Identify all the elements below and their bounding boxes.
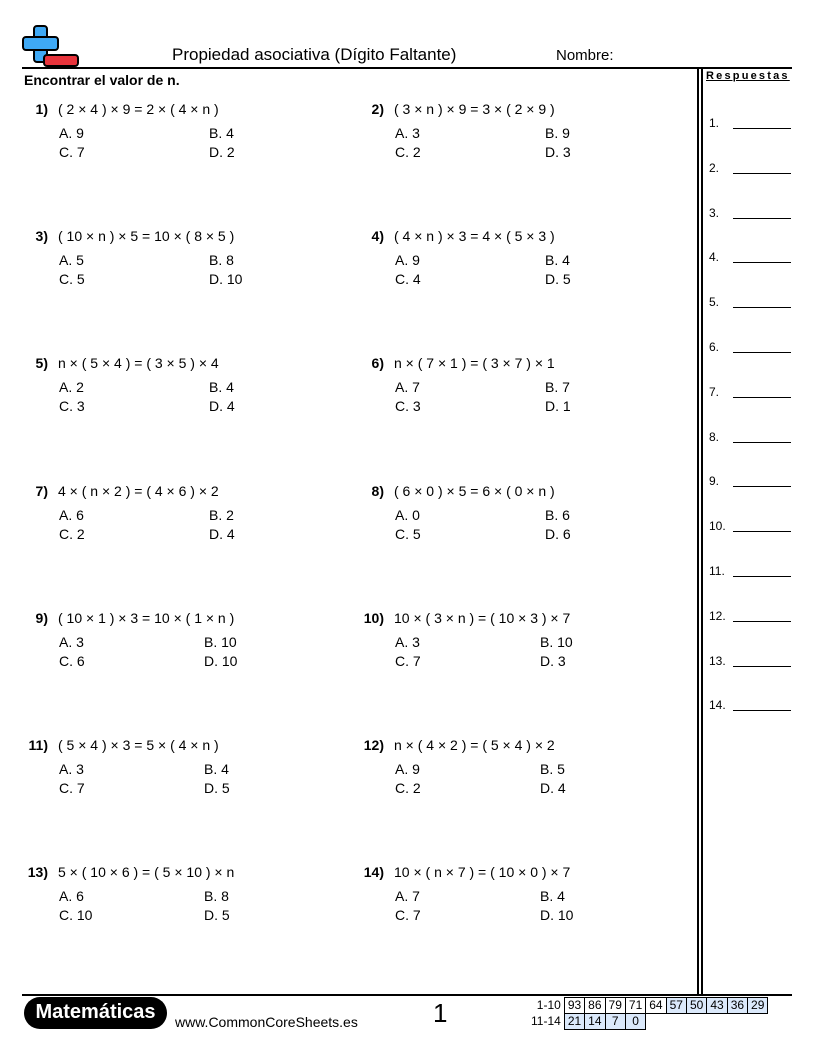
answer-blank[interactable] <box>733 128 791 129</box>
problem <box>358 228 678 288</box>
problem-number: 10) <box>363 610 384 626</box>
answer-label: 7. <box>709 384 720 399</box>
plus-minus-logo <box>22 24 80 68</box>
answer-label: 12. <box>709 608 726 623</box>
score-cell: 93 <box>564 998 584 1014</box>
answer-choice[interactable]: B. 4 <box>209 125 234 141</box>
answer-choice[interactable]: B. 7 <box>545 379 570 395</box>
answer-blank[interactable] <box>733 531 791 532</box>
answer-choice[interactable]: C. 5 <box>395 526 421 542</box>
problem <box>22 737 342 797</box>
problem-equation: ( 10 × n ) × 5 = 10 × ( 8 × 5 ) <box>58 228 235 244</box>
answer-blank[interactable] <box>733 442 791 443</box>
problem-equation: n × ( 5 × 4 ) = ( 3 × 5 ) × 4 <box>58 355 219 371</box>
problem <box>358 483 678 543</box>
answer-choice[interactable]: D. 3 <box>545 144 571 160</box>
problem-number: 13) <box>27 864 48 880</box>
score-cell: 36 <box>727 998 747 1014</box>
answer-choice[interactable]: C. 2 <box>395 780 421 796</box>
answer-choice[interactable]: A. 3 <box>395 125 420 141</box>
score-table <box>528 997 768 1030</box>
problem <box>22 483 342 543</box>
answer-label: 8. <box>709 429 720 444</box>
score-cell: 71 <box>625 998 645 1014</box>
answer-line <box>709 430 719 444</box>
answer-blank[interactable] <box>733 218 791 219</box>
problem-number: 3) <box>35 228 48 244</box>
answer-choice[interactable]: A. 0 <box>395 507 420 523</box>
score-cell: 21 <box>564 1014 584 1030</box>
answer-choice[interactable]: D. 4 <box>209 526 235 542</box>
answer-choice[interactable]: B. 9 <box>545 125 570 141</box>
answer-choice[interactable]: B. 8 <box>209 252 234 268</box>
score-cell: 57 <box>666 998 686 1014</box>
brand-name: Matemáticas <box>35 1001 156 1023</box>
answer-choice[interactable]: A. 6 <box>59 888 84 904</box>
footer-url: www.CommonCoreSheets.es <box>175 1014 358 1030</box>
answer-choice[interactable]: C. 2 <box>59 526 85 542</box>
answer-choice[interactable]: C. 7 <box>395 907 421 923</box>
answer-choice[interactable]: D. 10 <box>209 271 243 287</box>
answer-line <box>709 250 719 264</box>
answer-choice[interactable]: A. 3 <box>59 634 84 650</box>
problem-number: 7) <box>35 483 48 499</box>
name-label: Nombre: <box>556 47 614 64</box>
problem <box>358 355 678 415</box>
score-row-label: 1-10 <box>536 998 561 1012</box>
answer-choice[interactable]: B. 4 <box>209 379 234 395</box>
answer-choice[interactable]: D. 4 <box>540 780 566 796</box>
problem-number: 11) <box>28 737 48 753</box>
answer-choice[interactable]: A. 3 <box>395 634 420 650</box>
answer-choice[interactable]: C. 10 <box>59 907 93 923</box>
score-cell: 79 <box>605 998 625 1014</box>
answer-blank[interactable] <box>733 621 791 622</box>
answer-choice[interactable]: C. 7 <box>59 780 85 796</box>
sidebar-divider-right <box>701 68 703 995</box>
problem <box>22 101 342 161</box>
answer-line <box>709 206 719 220</box>
answer-choice[interactable]: D. 5 <box>545 271 571 287</box>
problem-number: 12) <box>363 737 384 753</box>
answer-choice[interactable]: D. 10 <box>540 907 574 923</box>
answer-choice[interactable]: D. 1 <box>545 398 571 414</box>
score-row <box>528 998 768 1014</box>
answer-choice[interactable]: C. 5 <box>59 271 85 287</box>
answer-blank[interactable] <box>733 710 791 711</box>
answer-choice[interactable]: B. 4 <box>204 761 229 777</box>
answer-blank[interactable] <box>733 173 791 174</box>
answer-choice[interactable]: A. 2 <box>59 379 84 395</box>
answer-choice[interactable]: D. 4 <box>209 398 235 414</box>
answer-blank[interactable] <box>733 307 791 308</box>
problem-equation: ( 10 × 1 ) × 3 = 10 × ( 1 × n ) <box>58 610 235 626</box>
answer-choice[interactable]: C. 7 <box>395 653 421 669</box>
problem-equation: 10 × ( n × 7 ) = ( 10 × 0 ) × 7 <box>394 864 571 880</box>
answer-choice[interactable]: A. 3 <box>59 761 84 777</box>
answer-choice[interactable]: C. 6 <box>59 653 85 669</box>
answer-choice[interactable]: B. 4 <box>545 252 570 268</box>
footer-rule <box>22 994 792 996</box>
answer-label: 1. <box>709 116 720 130</box>
problem <box>358 101 678 161</box>
answer-choice[interactable]: D. 10 <box>204 653 238 669</box>
answer-label: 6. <box>709 340 720 354</box>
answer-line <box>709 519 726 533</box>
problem-equation: 5 × ( 10 × 6 ) = ( 5 × 10 ) × n <box>58 864 235 880</box>
problem-number: 1) <box>35 101 48 117</box>
problem-equation: n × ( 4 × 2 ) = ( 5 × 4 ) × 2 <box>394 737 555 753</box>
answer-choice[interactable]: D. 5 <box>204 907 230 923</box>
answer-choice[interactable]: D. 5 <box>204 780 230 796</box>
worksheet-title: Propiedad asociativa (Dígito Faltante) <box>172 45 457 64</box>
answer-line <box>709 609 726 623</box>
answer-line <box>709 295 719 309</box>
answer-blank[interactable] <box>733 352 791 353</box>
answer-label: 14. <box>709 698 726 713</box>
problem-number: 8) <box>371 483 384 499</box>
answer-line <box>709 116 719 130</box>
answer-line <box>709 340 719 354</box>
answer-choice[interactable]: B. 5 <box>540 761 565 777</box>
score-row-label: 11-14 <box>531 1014 561 1028</box>
answer-label: 13. <box>709 653 726 668</box>
header-rule <box>22 67 792 69</box>
score-cell: 86 <box>585 998 605 1014</box>
answer-choice[interactable]: C. 7 <box>59 144 85 160</box>
answer-label: 3. <box>709 205 720 220</box>
answer-choice[interactable]: D. 6 <box>545 526 571 542</box>
answer-line <box>709 698 726 712</box>
answer-label: 4. <box>709 250 720 265</box>
score-cell: 50 <box>686 998 706 1014</box>
answer-blank[interactable] <box>733 262 791 263</box>
answer-label: 9. <box>709 474 720 489</box>
answer-label: 2. <box>709 160 720 175</box>
problem-equation: ( 5 × 4 ) × 3 = 5 × ( 4 × n ) <box>58 737 219 753</box>
problem <box>358 737 678 797</box>
problem <box>358 610 678 670</box>
score-cell: 7 <box>605 1014 625 1030</box>
problem-number: 4) <box>371 228 384 244</box>
answer-choice[interactable]: B. 4 <box>540 888 565 904</box>
answer-choice[interactable]: B. 10 <box>204 634 237 650</box>
answer-choice[interactable]: C. 3 <box>395 398 421 414</box>
answer-label: 5. <box>709 295 720 310</box>
problem-number: 9) <box>35 610 48 626</box>
problem-number: 5) <box>35 355 48 371</box>
score-row <box>528 1014 768 1030</box>
problem-equation: ( 6 × 0 ) × 5 = 6 × ( 0 × n ) <box>394 483 555 499</box>
problem <box>22 864 342 924</box>
answers-header: Respuestas <box>706 70 790 82</box>
score-cell: 64 <box>646 998 666 1014</box>
answer-choice[interactable]: A. 7 <box>395 379 420 395</box>
answer-line <box>709 474 719 488</box>
answer-line <box>709 385 719 399</box>
answer-blank[interactable] <box>733 486 791 487</box>
instructions: Encontrar el valor de n. <box>24 72 180 88</box>
answer-choice[interactable]: B. 6 <box>545 507 570 523</box>
answer-choice[interactable]: B. 2 <box>209 507 234 523</box>
answer-choice[interactable]: A. 6 <box>59 507 84 523</box>
problem-number: 14) <box>363 864 384 880</box>
answer-line <box>709 161 719 175</box>
answer-choice[interactable]: A. 7 <box>395 888 420 904</box>
answer-blank[interactable] <box>733 397 791 398</box>
answer-label: 11. <box>709 564 725 578</box>
answer-choice[interactable]: B. 8 <box>204 888 229 904</box>
problem-equation: ( 2 × 4 ) × 9 = 2 × ( 4 × n ) <box>58 101 219 117</box>
problem <box>22 228 342 288</box>
problem <box>22 610 342 670</box>
score-cell: 0 <box>625 1014 645 1030</box>
score-cell: 29 <box>748 998 768 1014</box>
problem-equation: 4 × ( n × 2 ) = ( 4 × 6 ) × 2 <box>58 483 219 499</box>
answer-choice[interactable]: D. 3 <box>540 653 566 669</box>
answer-choice[interactable]: D. 2 <box>209 144 235 160</box>
answer-choice[interactable]: C. 3 <box>59 398 85 414</box>
page-number: 1 <box>433 998 448 1028</box>
problem-number: 6) <box>371 355 384 371</box>
problem <box>22 355 342 415</box>
answer-choice[interactable]: A. 9 <box>59 125 84 141</box>
answer-blank[interactable] <box>733 666 791 667</box>
problem-equation: ( 4 × n ) × 3 = 4 × ( 5 × 3 ) <box>394 228 555 244</box>
score-cell: 43 <box>707 998 727 1014</box>
problem <box>358 864 678 924</box>
answer-choice[interactable]: A. 5 <box>59 252 84 268</box>
answer-label: 10. <box>709 519 726 534</box>
answer-choice[interactable]: C. 4 <box>395 271 421 287</box>
answer-line <box>709 564 725 578</box>
problem-equation: ( 3 × n ) × 9 = 3 × ( 2 × 9 ) <box>394 101 555 117</box>
problem-equation: 10 × ( 3 × n ) = ( 10 × 3 ) × 7 <box>394 610 571 626</box>
answer-choice[interactable]: A. 9 <box>395 761 420 777</box>
answer-choice[interactable]: A. 9 <box>395 252 420 268</box>
answer-choice[interactable]: B. 10 <box>540 634 573 650</box>
problem-equation: n × ( 7 × 1 ) = ( 3 × 7 ) × 1 <box>394 355 555 371</box>
score-cell: 14 <box>585 1014 605 1030</box>
problem-number: 2) <box>371 101 384 117</box>
sidebar-divider-left <box>697 68 699 995</box>
answer-line <box>709 654 726 668</box>
answer-blank[interactable] <box>733 576 791 577</box>
answer-choice[interactable]: C. 2 <box>395 144 421 160</box>
